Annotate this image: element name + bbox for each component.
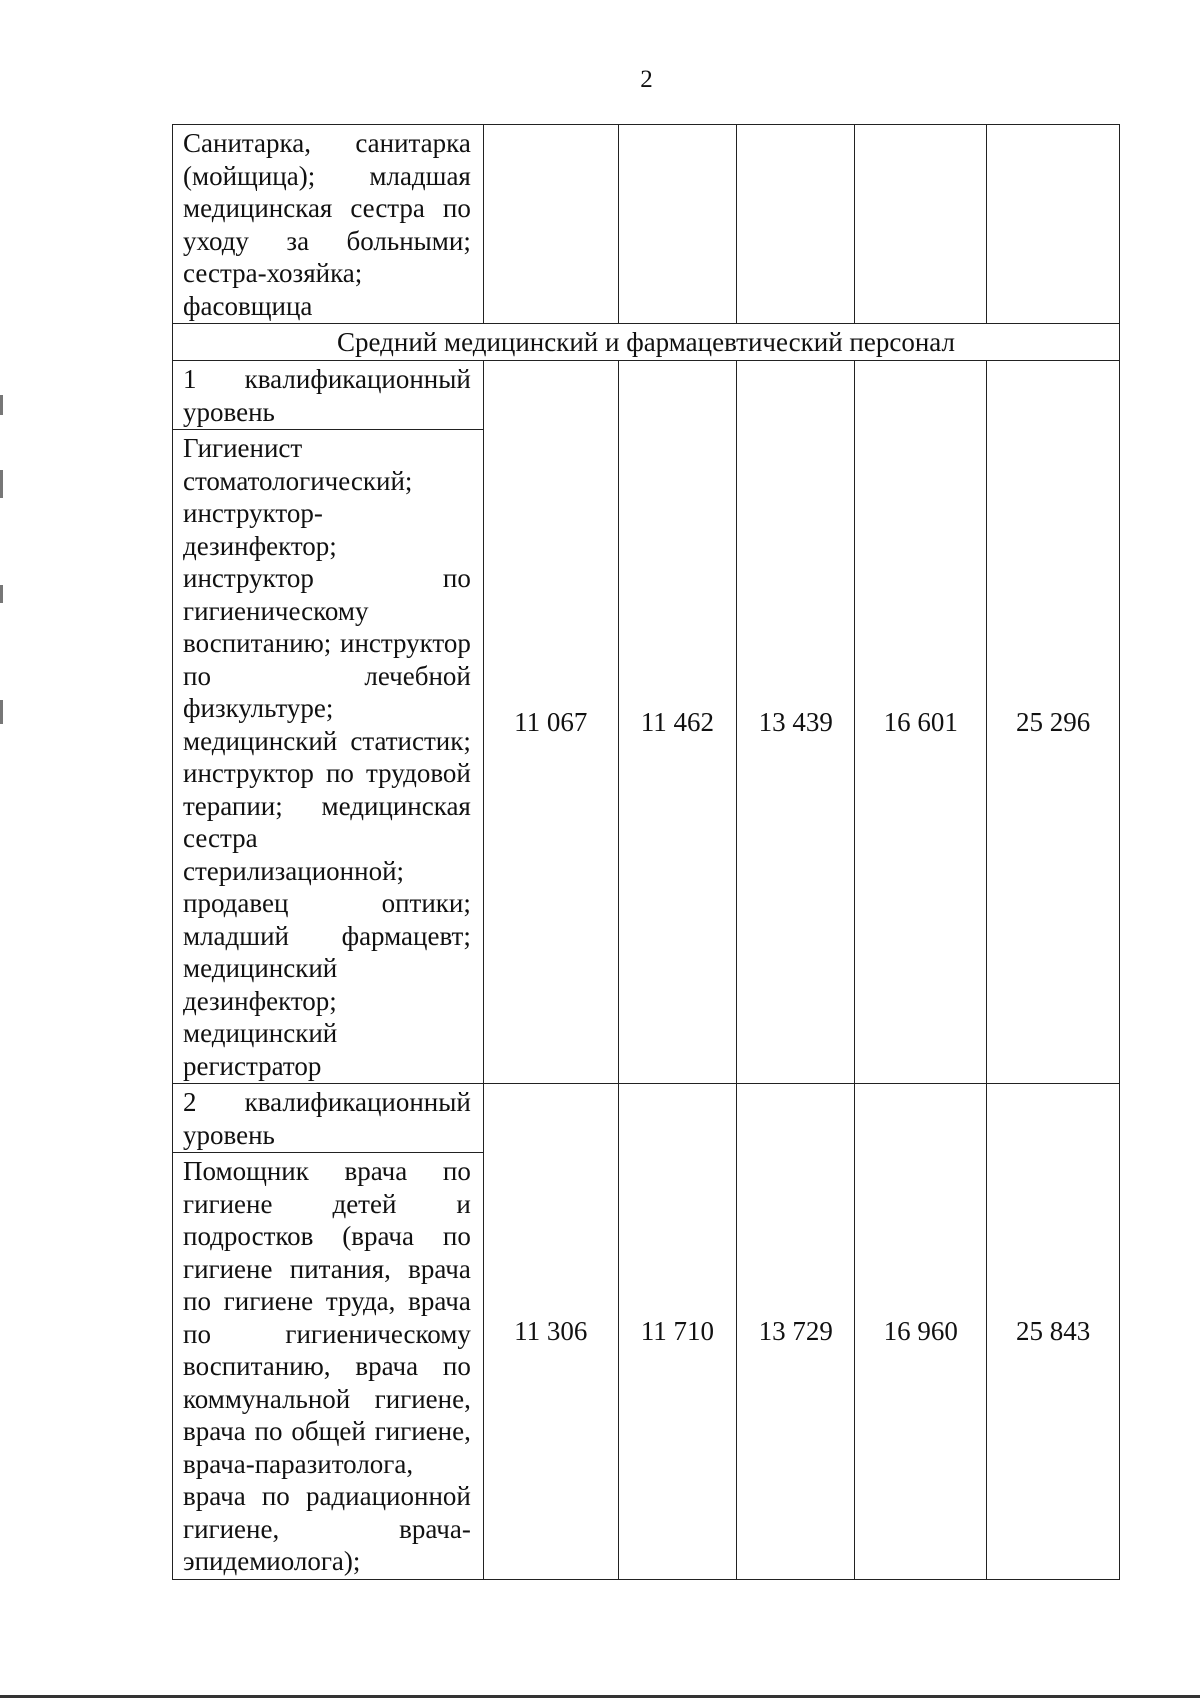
table-row	[173, 361, 1120, 1084]
salary-table	[172, 124, 1120, 1580]
value-cell	[737, 125, 855, 324]
scan-edge-mark	[0, 470, 3, 498]
position-list: Санитарка, санитарка (мойщица); младшая медицинская сестра по уходу за больными; сестра-хозяйка; фасовщица	[183, 128, 471, 321]
salary-value: 11 067	[483, 361, 618, 1084]
salary-value: 11 306	[483, 1084, 618, 1580]
salary-value: 25 296	[987, 361, 1120, 1084]
section-row	[173, 324, 1120, 361]
position-cell	[173, 1084, 484, 1580]
scan-bottom-edge	[0, 1695, 1200, 1698]
salary-value: 13 729	[737, 1084, 855, 1580]
value-cell	[987, 125, 1120, 324]
value-cell	[855, 125, 987, 324]
salary-value: 16 960	[855, 1084, 987, 1580]
value-cell	[618, 125, 736, 324]
salary-value: 25 843	[987, 1084, 1120, 1580]
table-row	[173, 125, 1120, 324]
value-cell	[483, 125, 618, 324]
salary-value: 11 462	[618, 361, 736, 1084]
scan-edge-mark	[0, 585, 3, 603]
table-row	[173, 1084, 1120, 1580]
position-list: Гигиенист стоматологический; инструктор-дезинфектор; инструктор по гигиеническому воспитанию; инструктор по лечебной физкультуре; медицинский статистик; инструктор по трудовой терапии; медицинская сестра стерилизационной; продавец оптики; младший фармацевт; медицинский дезинфектор; медицинский регистратор	[183, 433, 471, 1081]
position-list: Помощник врача по гигиене детей и подростков (врача по гигиене питания, врача по гигиене труда, врача по гигиеническому воспитанию, врача по коммунальной гигиене, врача по общей гигиене, врача-паразитолога, врача по радиационной гигиене, врача-эпидемиолога);	[183, 1156, 471, 1576]
scan-edge-mark	[0, 700, 3, 724]
page-number: 2	[640, 66, 653, 93]
qualification-level-label: 1 квалификационный уровень	[173, 361, 483, 430]
qualification-level-label: 2 квалификационный уровень	[173, 1084, 483, 1153]
scan-edge-mark	[0, 395, 3, 415]
section-title: Средний медицинский и фармацевтический персонал	[173, 324, 1120, 361]
salary-value: 13 439	[737, 361, 855, 1084]
position-cell	[173, 361, 484, 1084]
salary-value: 11 710	[618, 1084, 736, 1580]
salary-value: 16 601	[855, 361, 987, 1084]
position-cell	[173, 125, 484, 324]
